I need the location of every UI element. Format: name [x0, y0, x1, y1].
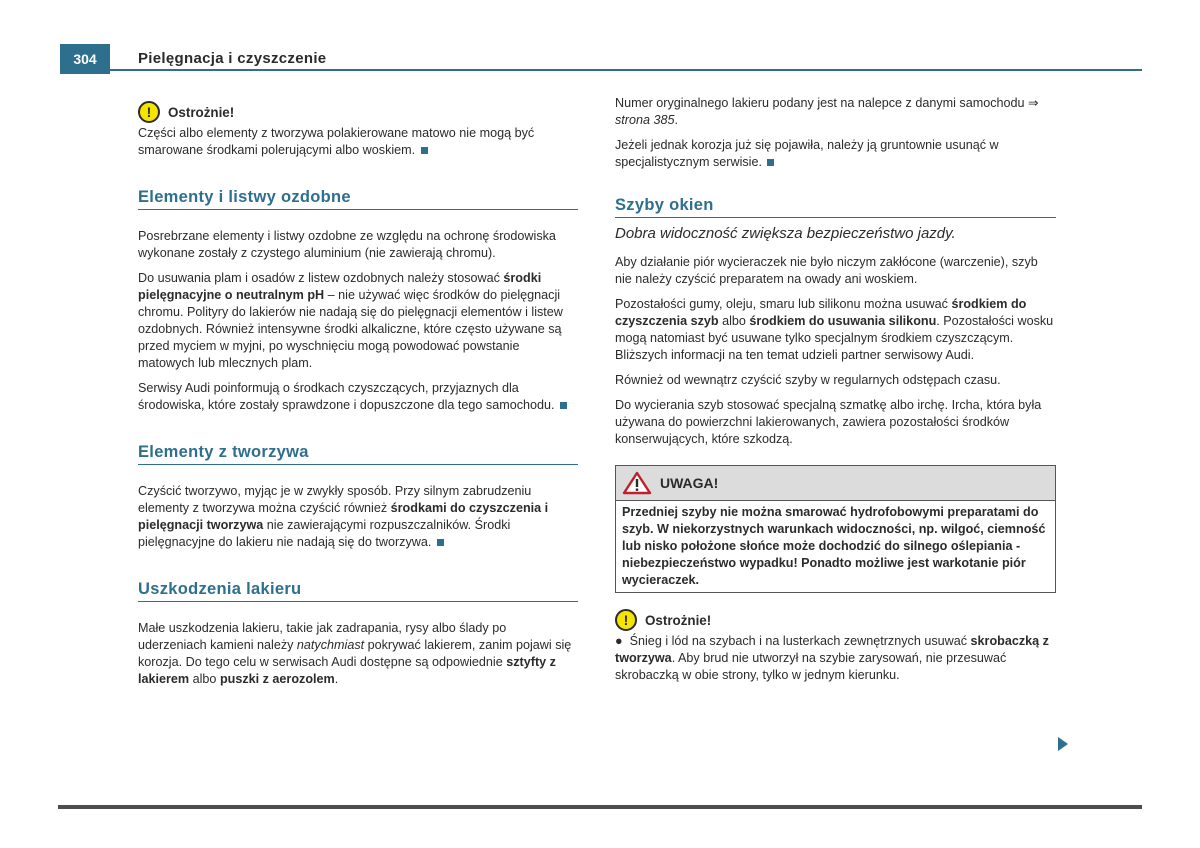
running-head: Pielęgnacja i czyszczenie	[138, 50, 327, 67]
text-emphasis: środki pielęgnacyjne o neutralnym pH	[138, 271, 542, 302]
windows-paragraph-3: Również od wewnątrz czyścić szyby w regularnych odstępach czasu.	[615, 373, 1001, 387]
page-reference-link[interactable]: strona 385	[615, 113, 675, 127]
windows-paragraph-4: Do wycierania szyb stosować specjalną szmatkę albo irchę. Ircha, która była używana do powierzchni lakierowanych, zawiera pozostałości środków konserwujących, które szkodzą.	[615, 398, 1042, 446]
text-run: nie zawierającymi rozpuszczalników. Środki pielęgnacyjne do lakieru nie nadają się do tworzywa.	[138, 518, 511, 549]
text-run: Małe uszkodzenia lakieru, takie jak zadrapania, rysy albo ślady po uderzeniach kamieni należy	[138, 621, 507, 652]
end-of-section-mark	[560, 402, 567, 409]
section-heading-windows: Szyby okien	[615, 197, 1056, 218]
text-run: Jeżeli jednak korozja już się pojawiła, należy ją gruntownie usunąć w specjalistycznym serwisie.	[615, 138, 999, 169]
right-column	[615, 95, 1056, 692]
text-run: Numer oryginalnego lakieru podany jest na nalepce z danymi samochodu ⇒	[615, 96, 1039, 110]
end-of-section-mark	[421, 147, 428, 154]
text-run: Czyścić tworzywo, myjąc je w zwykły sposób. Przy silnym zabrudzeniu elementy z tworzywa można czyścić również	[138, 484, 532, 515]
text-run: . Aby brud nie utworzył na szybie zarysowań, nie przesuwać skrobaczką w obie strony, tylko w jednym kierunku.	[615, 651, 1007, 682]
continue-arrow-icon[interactable]	[1058, 737, 1068, 751]
trim-paragraph-3	[138, 380, 578, 414]
text-emphasis: środkami do czyszczenia i pielęgnacji tworzywa	[138, 501, 549, 532]
text-run: Serwisy Audi poinformują o środkach czyszczących, przyjaznych dla środowiska, które zostały sprawdzone i dopuszczone dla tego samochodu.	[138, 381, 555, 412]
warning-header	[616, 466, 1055, 501]
caution-block-plastic	[138, 101, 578, 159]
caution-block-ice	[615, 609, 1056, 684]
end-of-section-mark	[437, 539, 444, 546]
text-italic: natychmiast	[296, 638, 365, 652]
section-heading-plastic: Elementy z tworzywa	[138, 444, 578, 465]
left-column	[138, 95, 578, 696]
section-heading-paint: Uszkodzenia lakieru	[138, 581, 578, 602]
section-trim	[138, 189, 578, 414]
warning-title: UWAGA!	[660, 474, 719, 491]
text-run: Śnieg i lód na szybach i na lusterkach zewnętrznych usuwać	[629, 634, 971, 648]
header-rule	[110, 69, 1142, 71]
warning-triangle-icon	[622, 471, 652, 495]
trim-paragraph-2	[138, 270, 578, 372]
caution-bullet-item	[615, 633, 1056, 684]
windows-paragraph-1: Aby działanie piór wycieraczek nie było niczym zakłócone (warczenie), szyb nie należy czyścić preparatem na owady ani woskiem.	[615, 255, 1038, 286]
trim-paragraph-1: Posrebrzane elementy i listwy ozdobne ze względu na ochronę środowiska wykonane zostały z czystego aluminium (nie zawierają chromu).	[138, 229, 556, 260]
warning-box	[615, 465, 1056, 593]
text-run: .	[334, 672, 339, 686]
caution-title: Ostrożnie!	[168, 104, 235, 120]
text-run: albo	[718, 314, 750, 328]
footer-rule	[58, 805, 1142, 809]
section-windows	[615, 197, 1056, 448]
text-run: .	[674, 113, 679, 127]
page-number: 304	[60, 44, 110, 74]
text-emphasis: puszki z aerozolem	[219, 672, 335, 686]
caution-text	[138, 125, 578, 159]
text-run: pokrywać lakierem, zanim pojawi się korozja. Do tego celu w serwisach Audi dostępne są odpowiednie	[138, 638, 572, 669]
windows-subtitle: Dobra widoczność zwiększa bezpieczeństwo jazdy.	[615, 225, 956, 242]
section-plastic	[138, 444, 578, 551]
caution-text-content: Części albo elementy z tworzywa polakierowane matowo nie mogą być smarowane środkami polerującymi albo woskiem.	[138, 126, 535, 157]
caution-icon: !	[138, 101, 160, 123]
text-run: . Pozostałości wosku mogą natomiast być usuwane tylko specjalnym środkiem czyszczącym. Bliższych informacji na ten temat udzieli partner serwisowy Audi.	[615, 314, 1054, 362]
caution-title: Ostrożnie!	[645, 612, 712, 628]
warning-text: Przedniej szyby nie można smarować hydrofobowymi preparatami do szyb. W niekorzystnych warunkach widoczności, np. wilgoć, ciemność lub nisko położone słońce może dochodzić do silnego oślepiania - niebezpieczeństwo wypadku! Ponadto możliwe jest warkotanie piór wycieraczek.	[622, 505, 1046, 587]
text-emphasis: środkiem do usuwania silikonu	[749, 314, 937, 328]
text-emphasis: skrobaczką z tworzywa	[615, 634, 1049, 665]
text-emphasis: środkiem do czyszczenia szyb	[615, 297, 1027, 328]
text-emphasis: sztyfty z lakierem	[138, 655, 556, 686]
bullet-icon: ●	[615, 634, 623, 648]
section-paint	[138, 581, 578, 688]
text-run: – nie używać więc środków do pielęgnacji chromu. Polityry do lakierów nie nadają się do pielęgnacji elementów i listew ozdobnych. Również intensywne środki alkaliczne, które często używane są przed myciem w myjni, po wyschnięciu mogą powodować powstanie matowych lub mlecznych plam.	[138, 288, 563, 370]
text-run: albo	[189, 672, 220, 686]
text-run: Do usuwania plam i osadów z listew ozdobnych należy stosować	[138, 271, 504, 285]
paint-paragraph-1	[138, 620, 578, 688]
windows-paragraph-2	[615, 296, 1056, 364]
text-run: Pozostałości gumy, oleju, smaru lub silikonu można usuwać	[615, 297, 952, 311]
paint-cont-paragraph-1	[615, 95, 1056, 129]
caution-heading	[615, 609, 1056, 631]
end-of-section-mark	[767, 159, 774, 166]
section-heading-trim: Elementy i listwy ozdobne	[138, 189, 578, 210]
caution-icon: !	[615, 609, 637, 631]
paint-cont-paragraph-2	[615, 137, 1056, 171]
plastic-paragraph-1	[138, 483, 578, 551]
caution-heading	[138, 101, 578, 123]
